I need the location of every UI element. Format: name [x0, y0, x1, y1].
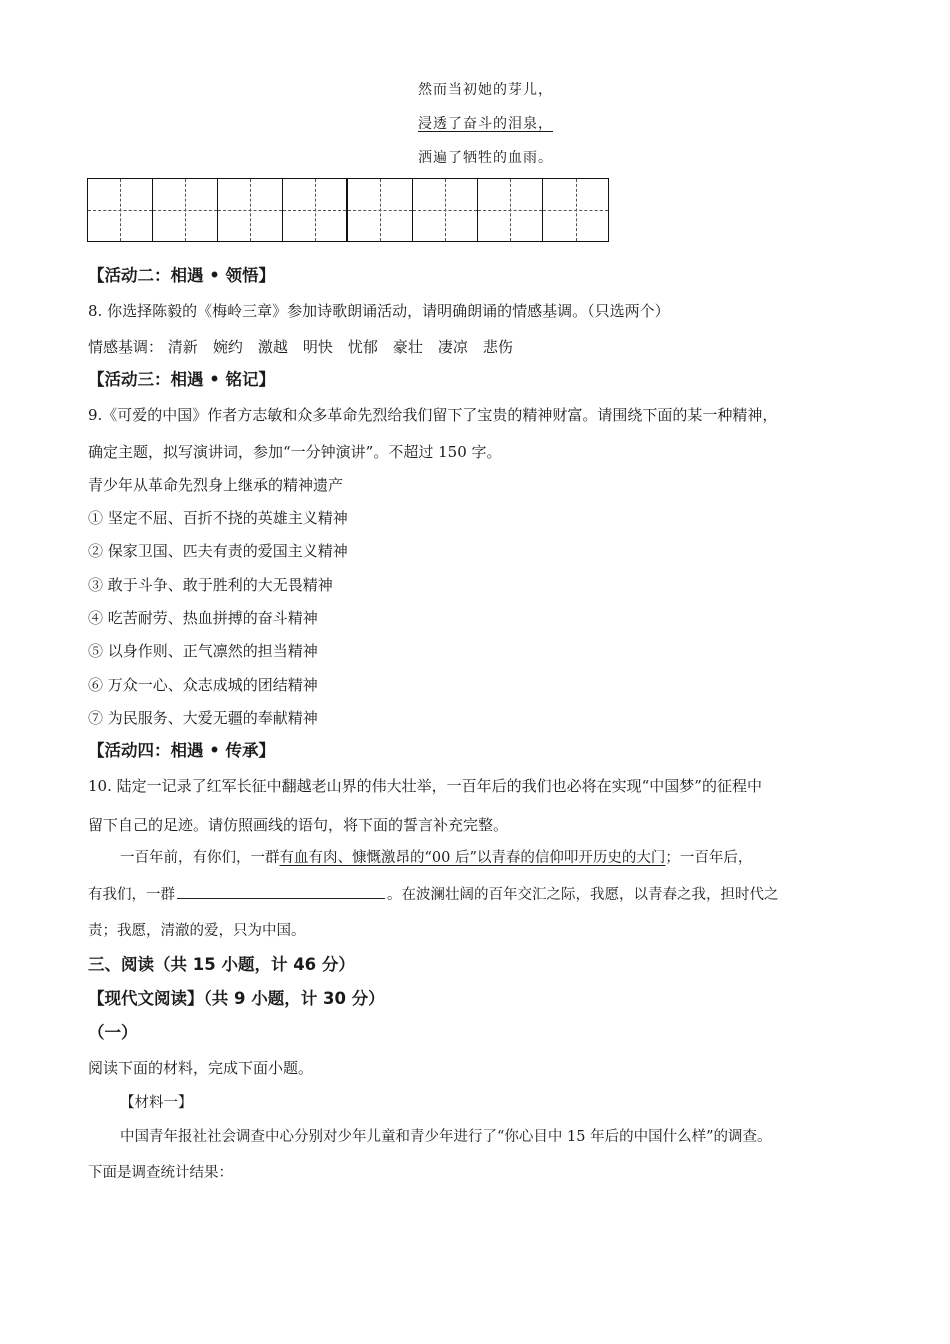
spirit-item: ③ 敢于斗争、敢于胜利的大无畏精神	[88, 576, 333, 594]
grid-cell[interactable]	[478, 179, 543, 241]
question-10-line-2: 留下自己的足迹。请仿照画线的语句，将下面的誓言补充完整。	[88, 816, 509, 834]
spirit-item: ⑦ 为民服务、大爱无疆的奉献精神	[88, 709, 318, 727]
grid-cell[interactable]	[283, 179, 348, 241]
grid-cell[interactable]	[218, 179, 283, 241]
oath-underlined: 有血有肉、慷慨激昂的“00 后”以青春的信仰叩开历史的大门	[279, 850, 666, 866]
oath2-suffix: 。在波澜壮阔的百年交汇之际，我愿，以青春之我，担时代之	[387, 887, 779, 903]
answer-blank[interactable]	[177, 884, 385, 899]
grid-cell[interactable]	[543, 179, 608, 241]
material-1-label: 【材料一】	[120, 1095, 193, 1111]
writing-grid[interactable]	[87, 178, 609, 242]
mood-option: 婉约	[212, 338, 243, 356]
mood-option: 激越	[257, 338, 288, 356]
material-line-2: 下面是调查统计结果：	[88, 1165, 233, 1181]
mood-option: 悲伤	[482, 338, 513, 356]
oath2-prefix: 有我们，一群	[88, 887, 175, 903]
spirit-intro: 青少年从革命先烈身上继承的精神遗产	[88, 476, 344, 494]
question-9-line-1: 9.《可爱的中国》作者方志敏和众多革命先烈给我们留下了宝贵的精神财富。请围绕下面的某一种精神，	[88, 406, 778, 424]
spirit-item: ① 坚定不屈、百折不挠的英雄主义精神	[88, 509, 348, 527]
oath-suffix: ；一百年后，	[665, 850, 753, 866]
spirit-item: ② 保家卫国、匹夫有责的爱国主义精神	[88, 542, 348, 560]
poem-line-3: 洒遍了牺牲的血雨。	[418, 150, 553, 166]
mood-option: 明快	[302, 338, 333, 356]
modern-reading-heading: 【现代文阅读】（共 9 小题，计 30 分）	[88, 989, 385, 1008]
question-10-line-1: 10. 陆定一记录了红军长征中翻越老山界的伟大壮举，一百年后的我们也必将在实现“中国梦”的征程中	[88, 777, 762, 795]
material-line-1: 中国青年报社社会调查中心分别对少年儿童和青少年进行了“你心目中 15 年后的中国什么样”的调查。	[120, 1129, 772, 1145]
poem-line-1: 然而当初她的芽儿，	[418, 82, 553, 98]
poem-line-2: 浸透了奋斗的泪泉，	[418, 116, 553, 132]
grid-cell[interactable]	[348, 179, 413, 241]
section-3-heading: 三、阅读（共 15 小题，计 46 分）	[88, 955, 355, 974]
spirit-item: ④ 吃苦耐劳、热血拼搏的奋斗精神	[88, 609, 318, 627]
spirit-item: ⑤ 以身作则、正气凛然的担当精神	[88, 642, 318, 660]
activity-2-heading: 【活动二：相遇 • 领悟】	[88, 266, 276, 285]
question-9-line-2: 确定主题，拟写演讲词，参加“一分钟演讲”。不超过 150 字。	[88, 443, 502, 461]
spirit-item: ⑥ 万众一心、众志成城的团结精神	[88, 676, 318, 694]
activity-4-heading: 【活动四：相遇 • 传承】	[88, 741, 276, 760]
mood-option: 清新	[167, 338, 198, 356]
mood-list	[168, 338, 528, 356]
oath-line-1	[120, 848, 752, 868]
mood-option: 忧郁	[347, 338, 378, 356]
grid-cell[interactable]	[153, 179, 218, 241]
mood-label: 情感基调：	[88, 338, 164, 356]
mood-option: 凄凉	[437, 338, 468, 356]
oath-line-3: 责；我愿，清澈的爱，只为中国。	[88, 923, 306, 939]
question-8: 8. 你选择陈毅的《梅岭三章》参加诗歌朗诵活动，请明确朗诵的情感基调。（只选两个）	[88, 302, 670, 320]
grid-cell[interactable]	[88, 179, 153, 241]
oath-prefix: 一百年前，有你们，一群	[120, 850, 280, 866]
activity-3-heading: 【活动三：相遇 • 铭记】	[88, 370, 276, 389]
reading-instruction: 阅读下面的材料，完成下面小题。	[88, 1059, 314, 1077]
oath-line-2	[88, 884, 779, 905]
mood-options	[88, 337, 543, 357]
part-one-heading: （一）	[88, 1023, 138, 1042]
grid-cell[interactable]	[413, 179, 478, 241]
mood-option: 豪壮	[392, 338, 423, 356]
